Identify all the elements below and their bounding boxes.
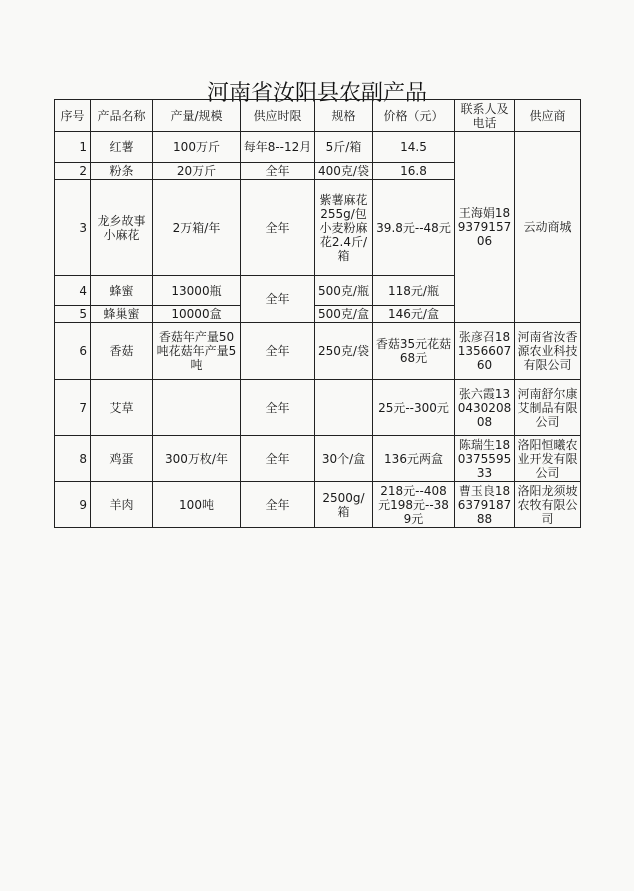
header-cell: 规格 bbox=[315, 100, 373, 132]
table-row bbox=[55, 380, 581, 436]
header-cell: 供应时限 bbox=[241, 100, 315, 132]
cell-supplier: 洛阳恒曦农业开发有限公司 bbox=[515, 436, 581, 482]
cell-price: 136元两盒 bbox=[373, 436, 455, 482]
table-row bbox=[55, 436, 581, 482]
header-cell: 联系人及电话 bbox=[455, 100, 515, 132]
cell-price: 25元--300元 bbox=[373, 380, 455, 436]
cell-no: 4 bbox=[55, 276, 91, 306]
cell-no: 9 bbox=[55, 482, 91, 528]
header-cell: 价格（元） bbox=[373, 100, 455, 132]
cell-price: 146元/盒 bbox=[373, 306, 455, 323]
cell-no: 2 bbox=[55, 163, 91, 180]
cell-price: 香菇35元花菇68元 bbox=[373, 323, 455, 380]
header-cell: 产量/规模 bbox=[153, 100, 241, 132]
cell-period: 全年 bbox=[241, 323, 315, 380]
cell-spec: 400克/袋 bbox=[315, 163, 373, 180]
cell-no: 5 bbox=[55, 306, 91, 323]
cell-name: 羊肉 bbox=[91, 482, 153, 528]
cell-no: 6 bbox=[55, 323, 91, 380]
cell-contact: 王海娟18937915706 bbox=[455, 132, 515, 323]
cell-price: 118元/瓶 bbox=[373, 276, 455, 306]
cell-supplier: 云动商城 bbox=[515, 132, 581, 323]
cell-price: 218元--408元198元--389元 bbox=[373, 482, 455, 528]
cell-scale: 100吨 bbox=[153, 482, 241, 528]
cell-price: 16.8 bbox=[373, 163, 455, 180]
cell-name: 香菇 bbox=[91, 323, 153, 380]
cell-supplier: 洛阳龙须坡农牧有限公司 bbox=[515, 482, 581, 528]
cell-supplier: 河南省汝香源农业科技有限公司 bbox=[515, 323, 581, 380]
cell-name: 蜂蜜 bbox=[91, 276, 153, 306]
cell-spec bbox=[315, 380, 373, 436]
cell-no: 8 bbox=[55, 436, 91, 482]
table-row bbox=[55, 323, 581, 380]
cell-scale: 20万斤 bbox=[153, 163, 241, 180]
cell-period: 全年 bbox=[241, 180, 315, 276]
cell-name: 蜂巢蜜 bbox=[91, 306, 153, 323]
cell-no: 7 bbox=[55, 380, 91, 436]
cell-name: 艾草 bbox=[91, 380, 153, 436]
cell-spec: 500克/盒 bbox=[315, 306, 373, 323]
cell-period: 全年 bbox=[241, 380, 315, 436]
cell-supplier: 河南舒尔康艾制品有限公司 bbox=[515, 380, 581, 436]
table-header-row bbox=[55, 100, 581, 132]
table-row bbox=[55, 482, 581, 528]
cell-spec: 5斤/箱 bbox=[315, 132, 373, 163]
cell-spec: 30个/盒 bbox=[315, 436, 373, 482]
cell-name: 鸡蛋 bbox=[91, 436, 153, 482]
header-cell: 序号 bbox=[55, 100, 91, 132]
document-title: 河南省汝阳县农副产品 bbox=[206, 81, 427, 106]
cell-scale bbox=[153, 380, 241, 436]
cell-spec: 2500g/箱 bbox=[315, 482, 373, 528]
cell-name: 龙乡故事小麻花 bbox=[91, 180, 153, 276]
cell-name: 粉条 bbox=[91, 163, 153, 180]
table-row bbox=[55, 132, 581, 163]
cell-period: 全年 bbox=[241, 482, 315, 528]
cell-price: 39.8元--48元 bbox=[373, 180, 455, 276]
cell-scale: 10000盒 bbox=[153, 306, 241, 323]
cell-scale: 300万枚/年 bbox=[153, 436, 241, 482]
cell-spec: 500克/瓶 bbox=[315, 276, 373, 306]
cell-name: 红薯 bbox=[91, 132, 153, 163]
cell-scale: 2万箱/年 bbox=[153, 180, 241, 276]
cell-contact: 陈瑞生18037559533 bbox=[455, 436, 515, 482]
cell-contact: 张六霞13043020808 bbox=[455, 380, 515, 436]
cell-contact: 张彦召18135660760 bbox=[455, 323, 515, 380]
cell-spec: 紫薯麻花255g/包小麦粉麻花2.4斤/箱 bbox=[315, 180, 373, 276]
cell-no: 3 bbox=[55, 180, 91, 276]
cell-period: 全年 bbox=[241, 163, 315, 180]
cell-no: 1 bbox=[55, 132, 91, 163]
product-table bbox=[54, 99, 581, 528]
header-cell: 供应商 bbox=[515, 100, 581, 132]
cell-period: 每年8--12月 bbox=[241, 132, 315, 163]
cell-period: 全年 bbox=[241, 436, 315, 482]
cell-price: 14.5 bbox=[373, 132, 455, 163]
cell-scale: 100万斤 bbox=[153, 132, 241, 163]
cell-spec: 250克/袋 bbox=[315, 323, 373, 380]
header-cell: 产品名称 bbox=[91, 100, 153, 132]
cell-period: 全年 bbox=[241, 276, 315, 323]
cell-scale: 13000瓶 bbox=[153, 276, 241, 306]
cell-scale: 香菇年产量50吨花菇年产量5吨 bbox=[153, 323, 241, 380]
cell-contact: 曹玉良18637918788 bbox=[455, 482, 515, 528]
